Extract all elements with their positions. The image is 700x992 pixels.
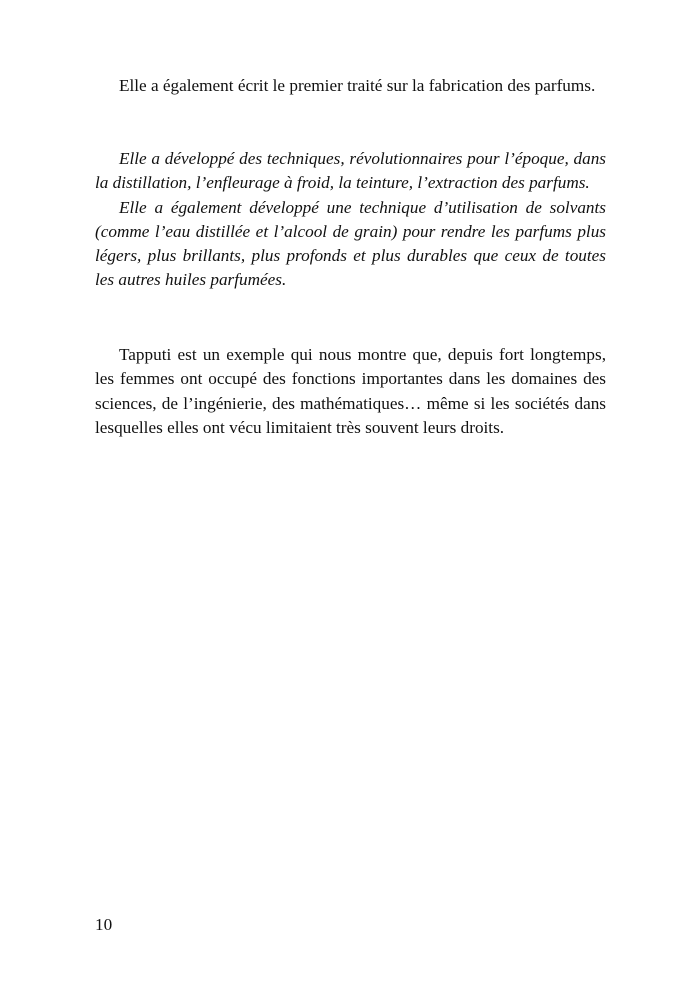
paragraph-treatise: Elle a également écrit le premier traité sur la fabrication des parfums. bbox=[119, 76, 596, 95]
page-number: 10 bbox=[95, 915, 113, 934]
text-block-conclusion bbox=[95, 343, 606, 440]
paragraph-tapputi: Tapputi est un exemple qui nous montre que, depuis fort longtemps, les femmes ont occupé des fonctions importantes dans les domaines des sciences, de l’ingénierie, des mathématiques… même si les sociétés dans lesquelles elles ont vécu limitaient très souvent leurs droits. bbox=[95, 345, 606, 437]
text-block-italic bbox=[95, 147, 606, 293]
paragraph-techniques: Elle a développé des techniques, révolutionnaires pour l’époque, dans la distillation, l’enfleurage à froid, la teinture, l’extraction des parfums. bbox=[95, 149, 606, 193]
paragraph-solvents: Elle a également développé une technique d’utilisation de solvants (comme l’eau distillée et l’alcool de grain) pour rendre les parfums plus légers, plus brillants, plus profonds et plus durables que ceux de toutes les autres huiles parfumées. bbox=[95, 197, 606, 290]
text-block-intro bbox=[95, 74, 606, 98]
